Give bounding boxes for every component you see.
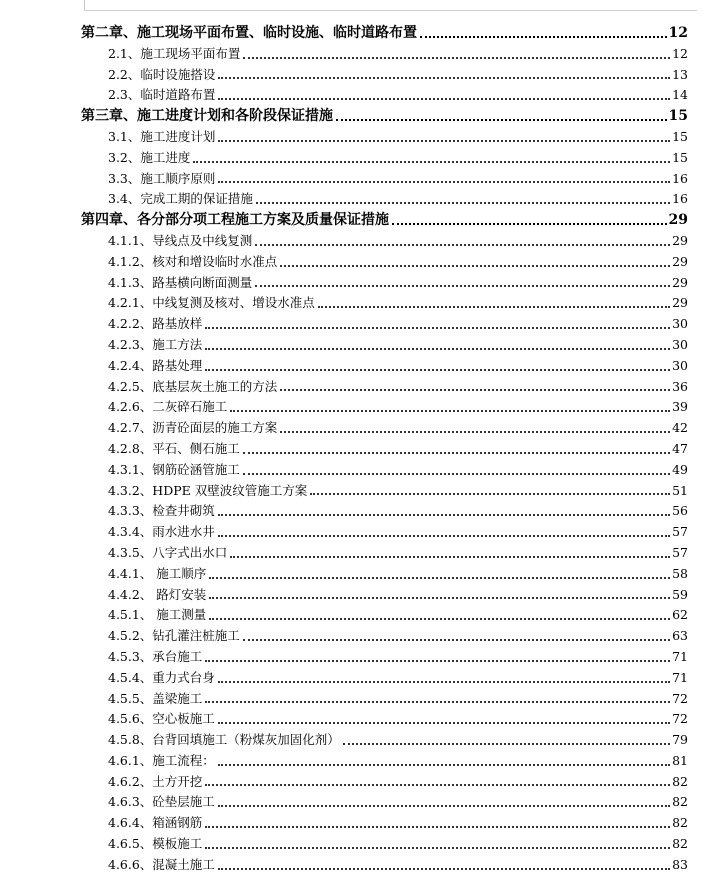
toc-entry-label: 4.2.2、路基放样 bbox=[108, 316, 203, 332]
toc-section-entry[interactable] bbox=[0, 792, 719, 813]
toc-section-entry[interactable] bbox=[0, 252, 719, 273]
toc-section-entry[interactable] bbox=[0, 751, 719, 772]
toc-chapter-entry[interactable] bbox=[0, 23, 719, 44]
dot-leader bbox=[205, 701, 670, 703]
toc-section-entry[interactable] bbox=[0, 813, 719, 834]
toc-page-number: 15 bbox=[672, 128, 688, 144]
toc-chapter-entry[interactable] bbox=[0, 106, 719, 127]
toc-page-number: 59 bbox=[672, 586, 688, 602]
toc-entry-label: 4.3.4、雨水进水井 bbox=[108, 524, 215, 540]
toc-entry-label: 4.6.4、箱涵钢筋 bbox=[108, 815, 203, 831]
toc-entry-label: 第二章、施工现场平面布置、临时设施、临时道路布置 bbox=[81, 25, 417, 41]
toc-page-number: 42 bbox=[672, 420, 688, 436]
dot-leader bbox=[218, 722, 670, 724]
dot-leader bbox=[218, 140, 670, 142]
toc-entry-label: 4.3.1、钢筋砼涵管施工 bbox=[108, 461, 240, 477]
toc-section-entry[interactable] bbox=[0, 231, 719, 252]
dot-leader bbox=[336, 119, 667, 121]
toc-entry-label: 4.5.6、空心板施工 bbox=[108, 711, 215, 727]
dot-leader bbox=[255, 244, 670, 246]
toc-entry-label: 4.5.4、重力式台身 bbox=[108, 669, 215, 685]
toc-entry-label: 第四章、各分部分项工程施工方案及质量保证措施 bbox=[81, 212, 389, 229]
toc-page-number: 16 bbox=[672, 191, 688, 207]
toc-entry-label: 第三章、施工进度计划和各阶段保证措施 bbox=[81, 108, 333, 125]
dot-leader bbox=[205, 348, 670, 350]
toc-page-number: 14 bbox=[672, 87, 688, 103]
toc-entry-label: 4.3.5、八字式出水口 bbox=[108, 544, 228, 560]
toc-page-number: 29 bbox=[672, 232, 688, 248]
dot-leader bbox=[205, 660, 670, 662]
toc-entry-label: 4.5.5、盖梁施工 bbox=[108, 690, 203, 706]
toc-page-number: 82 bbox=[672, 836, 688, 852]
table-of-contents bbox=[0, 23, 719, 876]
toc-section-entry[interactable] bbox=[0, 585, 719, 606]
dot-leader bbox=[205, 327, 670, 329]
toc-entry-label: 3.4、完成工期的保证措施 bbox=[108, 191, 253, 207]
dot-leader bbox=[318, 306, 670, 308]
dot-leader bbox=[243, 639, 670, 641]
dot-leader bbox=[209, 577, 670, 579]
toc-page-number: 15 bbox=[668, 108, 688, 125]
toc-page-number: 47 bbox=[672, 440, 688, 456]
toc-page-number: 79 bbox=[672, 732, 688, 748]
dot-leader bbox=[209, 618, 670, 620]
toc-page-number: 30 bbox=[672, 336, 688, 352]
toc-section-entry[interactable] bbox=[0, 127, 719, 148]
toc-entry-label: 4.2.1、中线复测及核对、增设水准点 bbox=[108, 295, 315, 311]
toc-page-number: 83 bbox=[672, 856, 688, 872]
toc-section-entry[interactable] bbox=[0, 855, 719, 876]
toc-entry-label: 4.2.8、平石、侧石施工 bbox=[108, 440, 240, 456]
dot-leader bbox=[218, 681, 670, 683]
toc-section-entry[interactable] bbox=[0, 522, 719, 543]
toc-section-entry[interactable] bbox=[0, 85, 719, 106]
toc-page-number: 63 bbox=[672, 628, 688, 644]
toc-page-number: 15 bbox=[672, 149, 688, 165]
toc-section-entry[interactable] bbox=[0, 377, 719, 398]
toc-entry-label: 4.6.6、混凝土施工 bbox=[108, 856, 215, 872]
toc-section-entry[interactable] bbox=[0, 564, 719, 585]
toc-section-entry[interactable] bbox=[0, 481, 719, 502]
toc-page-number: 82 bbox=[672, 815, 688, 831]
toc-entry-label: 4.2.3、施工方法 bbox=[108, 336, 203, 352]
dot-leader bbox=[218, 535, 670, 537]
toc-section-entry[interactable] bbox=[0, 605, 719, 626]
toc-page-number: 36 bbox=[672, 378, 688, 394]
toc-page-number: 29 bbox=[672, 295, 688, 311]
dot-leader bbox=[218, 98, 670, 100]
toc-page-number: 81 bbox=[672, 752, 688, 768]
toc-section-entry[interactable] bbox=[0, 772, 719, 793]
dot-leader bbox=[218, 764, 670, 766]
toc-section-entry[interactable] bbox=[0, 273, 719, 294]
dot-leader bbox=[392, 223, 667, 225]
toc-section-entry[interactable] bbox=[0, 189, 719, 210]
toc-section-entry[interactable] bbox=[0, 730, 719, 751]
toc-page-number: 12 bbox=[668, 25, 688, 41]
dot-leader bbox=[205, 826, 670, 828]
toc-page-number: 51 bbox=[672, 482, 688, 498]
toc-page-number: 16 bbox=[672, 170, 688, 186]
dot-leader bbox=[218, 181, 670, 183]
toc-page-number: 72 bbox=[672, 711, 688, 727]
dot-leader bbox=[218, 77, 670, 79]
toc-page-number: 12 bbox=[672, 45, 688, 61]
toc-section-entry[interactable] bbox=[0, 169, 719, 190]
toc-entry-label: 4.1.2、核对和增设临时水准点 bbox=[108, 253, 278, 269]
toc-section-entry[interactable] bbox=[0, 647, 719, 668]
toc-section-entry[interactable] bbox=[0, 44, 719, 65]
dot-leader bbox=[310, 493, 670, 495]
toc-page-number: 71 bbox=[672, 669, 688, 685]
toc-page-number: 29 bbox=[672, 253, 688, 269]
toc-section-entry[interactable] bbox=[0, 626, 719, 647]
toc-entry-label: 4.2.6、二灰碎石施工 bbox=[108, 399, 228, 415]
toc-section-entry[interactable] bbox=[0, 418, 719, 439]
toc-page-number: 30 bbox=[672, 316, 688, 332]
dot-leader bbox=[193, 161, 670, 163]
dot-leader bbox=[209, 597, 670, 599]
toc-entry-label: 4.5.3、承台施工 bbox=[108, 648, 203, 664]
dot-leader bbox=[420, 36, 667, 38]
toc-section-entry[interactable] bbox=[0, 293, 719, 314]
toc-entry-label: 4.4.1、 施工顺序 bbox=[108, 565, 207, 581]
dot-leader bbox=[230, 556, 670, 558]
toc-page-number: 29 bbox=[668, 212, 688, 229]
margin-corner-mark bbox=[84, 0, 85, 10]
toc-entry-label: 4.2.5、底基层灰土施工的方法 bbox=[108, 378, 278, 394]
page-top-border bbox=[84, 10, 697, 11]
toc-section-entry[interactable] bbox=[0, 501, 719, 522]
toc-entry-label: 3.3、施工顺序原则 bbox=[108, 170, 216, 186]
toc-section-entry[interactable] bbox=[0, 543, 719, 564]
dot-leader bbox=[280, 389, 670, 391]
toc-entry-label: 4.2.4、路基处理 bbox=[108, 357, 203, 373]
dot-leader bbox=[280, 265, 670, 267]
toc-chapter-entry[interactable] bbox=[0, 210, 719, 231]
dot-leader bbox=[218, 805, 670, 807]
toc-entry-label: 2.3、临时道路布置 bbox=[108, 87, 216, 103]
toc-entry-label: 4.5.8、台背回填施工（粉煤灰加固化剂） bbox=[108, 732, 340, 748]
toc-entry-label: 2.2、临时设施搭设 bbox=[108, 66, 216, 82]
toc-page-number: 57 bbox=[672, 544, 688, 560]
toc-section-entry[interactable] bbox=[0, 668, 719, 689]
toc-entry-label: 4.6.1、施工流程： bbox=[108, 752, 215, 768]
toc-section-entry[interactable] bbox=[0, 65, 719, 86]
toc-page-number: 30 bbox=[672, 357, 688, 373]
toc-page-number: 72 bbox=[672, 690, 688, 706]
toc-entry-label: 2.1、施工现场平面布置 bbox=[108, 45, 241, 61]
toc-page-number: 62 bbox=[672, 607, 688, 623]
dot-leader bbox=[256, 202, 670, 204]
dot-leader bbox=[218, 514, 670, 516]
toc-entry-label: 3.2、施工进度 bbox=[108, 149, 191, 165]
dot-leader bbox=[280, 431, 670, 433]
toc-entry-label: 4.2.7、沥青砼面层的施工方案 bbox=[108, 420, 278, 436]
dot-leader bbox=[243, 473, 670, 475]
toc-page-number: 71 bbox=[672, 648, 688, 664]
toc-entry-label: 4.6.3、砼垫层施工 bbox=[108, 794, 215, 810]
dot-leader bbox=[205, 369, 670, 371]
toc-entry-label: 4.6.5、模板施工 bbox=[108, 836, 203, 852]
toc-section-entry[interactable] bbox=[0, 148, 719, 169]
toc-entry-label: 4.1.1、导线点及中线复测 bbox=[108, 232, 253, 248]
toc-entry-label: 4.5.1、 施工测量 bbox=[108, 607, 207, 623]
toc-entry-label: 4.1.3、路基横向断面测量 bbox=[108, 274, 253, 290]
toc-entry-label: 3.1、施工进度计划 bbox=[108, 128, 216, 144]
toc-section-entry[interactable] bbox=[0, 834, 719, 855]
toc-section-entry[interactable] bbox=[0, 335, 719, 356]
toc-entry-label: 4.5.2、钻孔灌注桩施工 bbox=[108, 628, 240, 644]
dot-leader bbox=[205, 847, 670, 849]
toc-entry-label: 4.3.3、检查井砌筑 bbox=[108, 503, 215, 519]
dot-leader bbox=[255, 285, 670, 287]
dot-leader bbox=[205, 784, 670, 786]
dot-leader bbox=[218, 868, 670, 870]
toc-page-number: 82 bbox=[672, 773, 688, 789]
toc-page-number: 57 bbox=[672, 524, 688, 540]
toc-page-number: 29 bbox=[672, 274, 688, 290]
toc-page-number: 13 bbox=[672, 66, 688, 82]
toc-section-entry[interactable] bbox=[0, 356, 719, 377]
toc-page-number: 49 bbox=[672, 461, 688, 477]
toc-entry-label: 4.6.2、土方开挖 bbox=[108, 773, 203, 789]
toc-page-number: 39 bbox=[672, 399, 688, 415]
toc-page-number: 56 bbox=[672, 503, 688, 519]
toc-page-number: 58 bbox=[672, 565, 688, 581]
toc-entry-label: 4.4.2、 路灯安装 bbox=[108, 586, 207, 602]
toc-section-entry[interactable] bbox=[0, 709, 719, 730]
dot-leader bbox=[343, 743, 670, 745]
toc-page-number: 82 bbox=[672, 794, 688, 810]
toc-section-entry[interactable] bbox=[0, 397, 719, 418]
toc-entry-label: 4.3.2、HDPE 双壁波纹管施工方案 bbox=[108, 482, 308, 498]
toc-section-entry[interactable] bbox=[0, 439, 719, 460]
toc-section-entry[interactable] bbox=[0, 314, 719, 335]
dot-leader bbox=[243, 452, 670, 454]
dot-leader bbox=[230, 410, 670, 412]
dot-leader bbox=[243, 57, 670, 59]
toc-section-entry[interactable] bbox=[0, 689, 719, 710]
toc-section-entry[interactable] bbox=[0, 460, 719, 481]
